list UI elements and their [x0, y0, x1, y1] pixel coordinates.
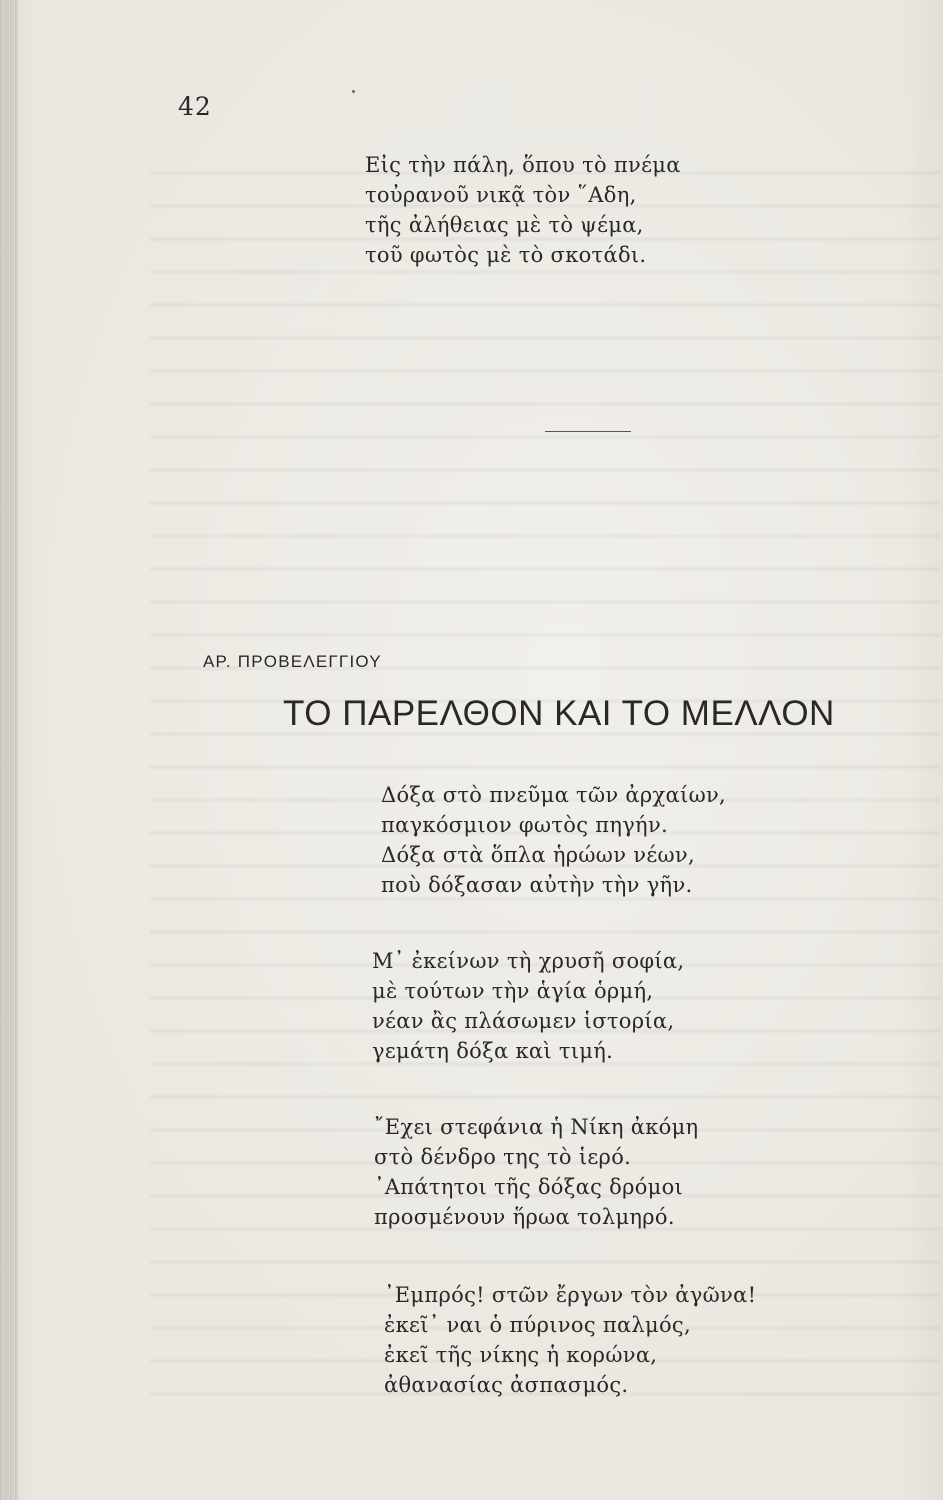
- stanza-1: [381, 780, 726, 900]
- ink-speck: [352, 90, 355, 93]
- poem-title: ΤΟ ΠΑΡΕΛΘΟΝ ΚΑΙ ΤΟ ΜΕΛΛΟΝ: [283, 694, 835, 733]
- page-edge-shadow: [0, 0, 18, 1500]
- verse-line: μὲ τούτων τὴν ἁγία ὁρμή,: [372, 979, 654, 1003]
- verse-line: ᾿Απάτητοι τῆς δόξας δρόμοι: [374, 1175, 684, 1199]
- verse-line: ἀθανασίας ἀσπασμός.: [384, 1373, 629, 1397]
- verse-line: τοῦ φωτὸς μὲ τὸ σκοτάδι.: [365, 243, 647, 267]
- verse-line: προσμένουν ἥρωα τολμηρό.: [374, 1205, 675, 1229]
- verse-line: παγκόσμιον φωτὸς πηγήν.: [381, 813, 668, 837]
- verse-line: τοὐρανοῦ νικᾷ τὸν ῞Αδη,: [365, 183, 637, 207]
- page-number: 42: [178, 92, 212, 121]
- stanza-4: [384, 1280, 756, 1400]
- verse-line: ἐκεῖ᾿ ναι ὁ πύρινος παλμός,: [384, 1313, 691, 1337]
- verse-line: Δόξα στὰ ὅπλα ἡρώων νέων,: [381, 843, 695, 867]
- section-divider: [545, 431, 631, 432]
- verse-line: ᾿Εμπρός! στῶν ἔργων τὸν ἀγῶνα!: [384, 1283, 757, 1307]
- verse-line: ποὺ δόξασαν αὐτὴν τὴν γῆν.: [381, 873, 693, 897]
- verse-line: Δόξα στὸ πνεῦμα τῶν ἀρχαίων,: [381, 783, 727, 807]
- verse-line: Μ᾿ ἐκείνων τὴ χρυσῆ σοφία,: [372, 949, 685, 973]
- poem-author: ΑΡ. ΠΡΟΒΕΛΕΓΓΙΟΥ: [203, 652, 382, 671]
- verse-line: ἐκεῖ τῆς νίκης ἡ κορώνα,: [384, 1343, 658, 1367]
- verse-line: νέαν ἂς πλάσωμεν ἱστορία,: [372, 1009, 675, 1033]
- stanza-3: [374, 1112, 698, 1232]
- verse-line: στὸ δένδρο της τὸ ἱερό.: [374, 1145, 632, 1169]
- verse-line: γεμάτη δόξα καὶ τιμή.: [372, 1039, 614, 1063]
- previous-poem-ending: [365, 150, 681, 270]
- verse-line: ῎Εχει στεφάνια ἡ Νίκη ἀκόμη: [374, 1115, 699, 1139]
- verse-line: Εἰς τὴν πάλη, ὅπου τὸ πνέμα: [365, 153, 681, 177]
- verse-line: τῆς ἀλήθειας μὲ τὸ ψέμα,: [365, 213, 644, 237]
- stanza-2: [372, 946, 684, 1066]
